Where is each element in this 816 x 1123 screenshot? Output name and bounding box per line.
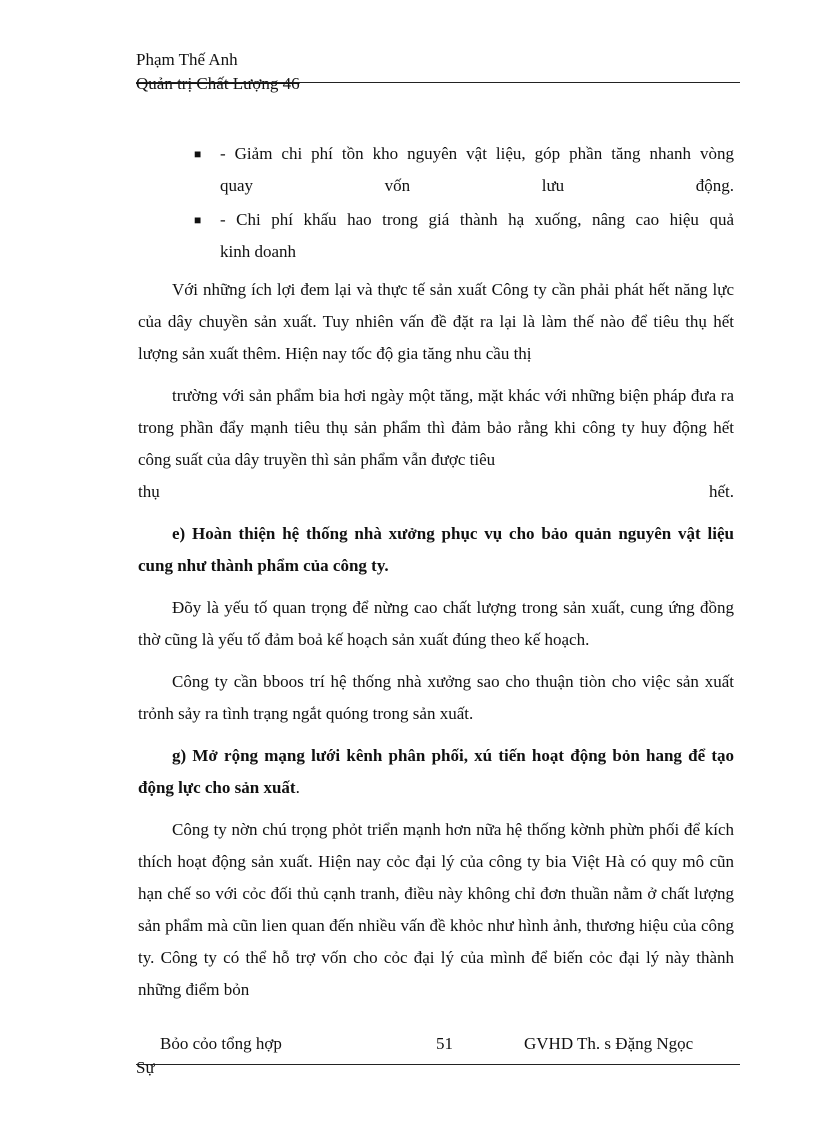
bullet-text-line: - Chi phí khấu hao trong giá thành hạ xuống, nâng cao hiệu quả	[220, 210, 734, 229]
footer-supervisor: GVHD Th. s Đặng Ngọc	[524, 1034, 694, 1053]
heading-g-period: .	[295, 778, 300, 797]
paragraph: Đõy là yếu tố quan trọng để nừng cao chất lượng trong sản xuất, cung ứng đồng thờ cũng là yếu tố đảm boả kế hoạch sản xuất đúng theo kế hoạch.	[138, 598, 734, 649]
document-body	[138, 138, 734, 1006]
bullet-item	[138, 204, 734, 268]
paragraph-last-line: thụ hết.	[138, 482, 734, 501]
square-bullet-icon: ■	[194, 147, 202, 161]
page-header	[136, 48, 740, 96]
paragraph: Công ty cần bboos trí hệ thống nhà xưởng sao cho thuận tiòn cho việc sản xuất trỏnh sảy ra tình trạng ngắt quóng trong sản xuất.	[138, 672, 734, 723]
bullet-text-line: - Giảm chi phí tồn kho nguyên vật liệu, góp phần tăng nhanh vòng	[220, 144, 734, 163]
page-number: 51	[436, 1034, 453, 1053]
footer-supervisor-continued: Sự	[136, 1058, 155, 1077]
department-label: Quản trị Chất Lượng 46	[136, 74, 300, 93]
paragraph: trường với sản phẩm bia hơi ngày một tăng, mặt khác với những biện pháp đưa ra trong phần đẩy mạnh tiêu thụ sản phẩm thì đảm bảo rằng khi công ty huy động hết công suất của dây truyền thì sản phẩm vẫn được tiêu	[138, 386, 734, 469]
header-divider	[136, 82, 740, 83]
bullet-item	[138, 138, 734, 202]
section-heading-g	[138, 740, 734, 804]
paragraph: Với những ích lợi đem lại và thực tế sản xuất Công ty cần phải phát hết năng lực của dây chuyền sản xuất. Tuy nhiên vấn đề đặt ra lại là làm thế nào để tiêu thụ hết lượng sản xuất thêm. Hiện nay tốc độ gia tăng nhu cầu thị	[138, 280, 734, 363]
square-bullet-icon: ■	[194, 213, 202, 227]
section-heading-e: e) Hoàn thiện hệ thống nhà xưởng phục vụ cho bảo quản nguyên vật liệu cung như thành phẩm của công ty.	[138, 524, 734, 575]
bullet-text-line: quay vốn lưu động.	[220, 176, 734, 195]
heading-g-text: g) Mở rộng mạng lưới kênh phân phối, xú tiến hoạt động bỏn hang để tạo động lực cho sản xuất	[138, 746, 734, 797]
bullet-text-line: kinh doanh	[220, 242, 297, 261]
author-name: Phạm Thế Anh	[136, 50, 238, 69]
footer-divider	[136, 1064, 740, 1065]
paragraph: Công ty nờn chú trọng phỏt triển mạnh hơn nữa hệ thống kờnh phừn phối để kích thích hoạt động sản xuất. Hiện nay cỏc đại lý của công ty bia Việt Hà có quy mô cũn hạn chế so với cỏc đối thủ cạnh tranh, điều này không chỉ đơn thuần nằm ở chất lượng sản phẩm mà cũn lien quan đến nhiều vấn đề khỏc như hình ảnh, thương hiệu của công ty. Công ty có thể hỗ trợ vốn cho cỏc đại lý của mình để biến cỏc đại lý này thành những điểm bỏn	[138, 820, 734, 999]
footer-report-label: Bỏo cỏo tổng hợp	[160, 1034, 282, 1053]
